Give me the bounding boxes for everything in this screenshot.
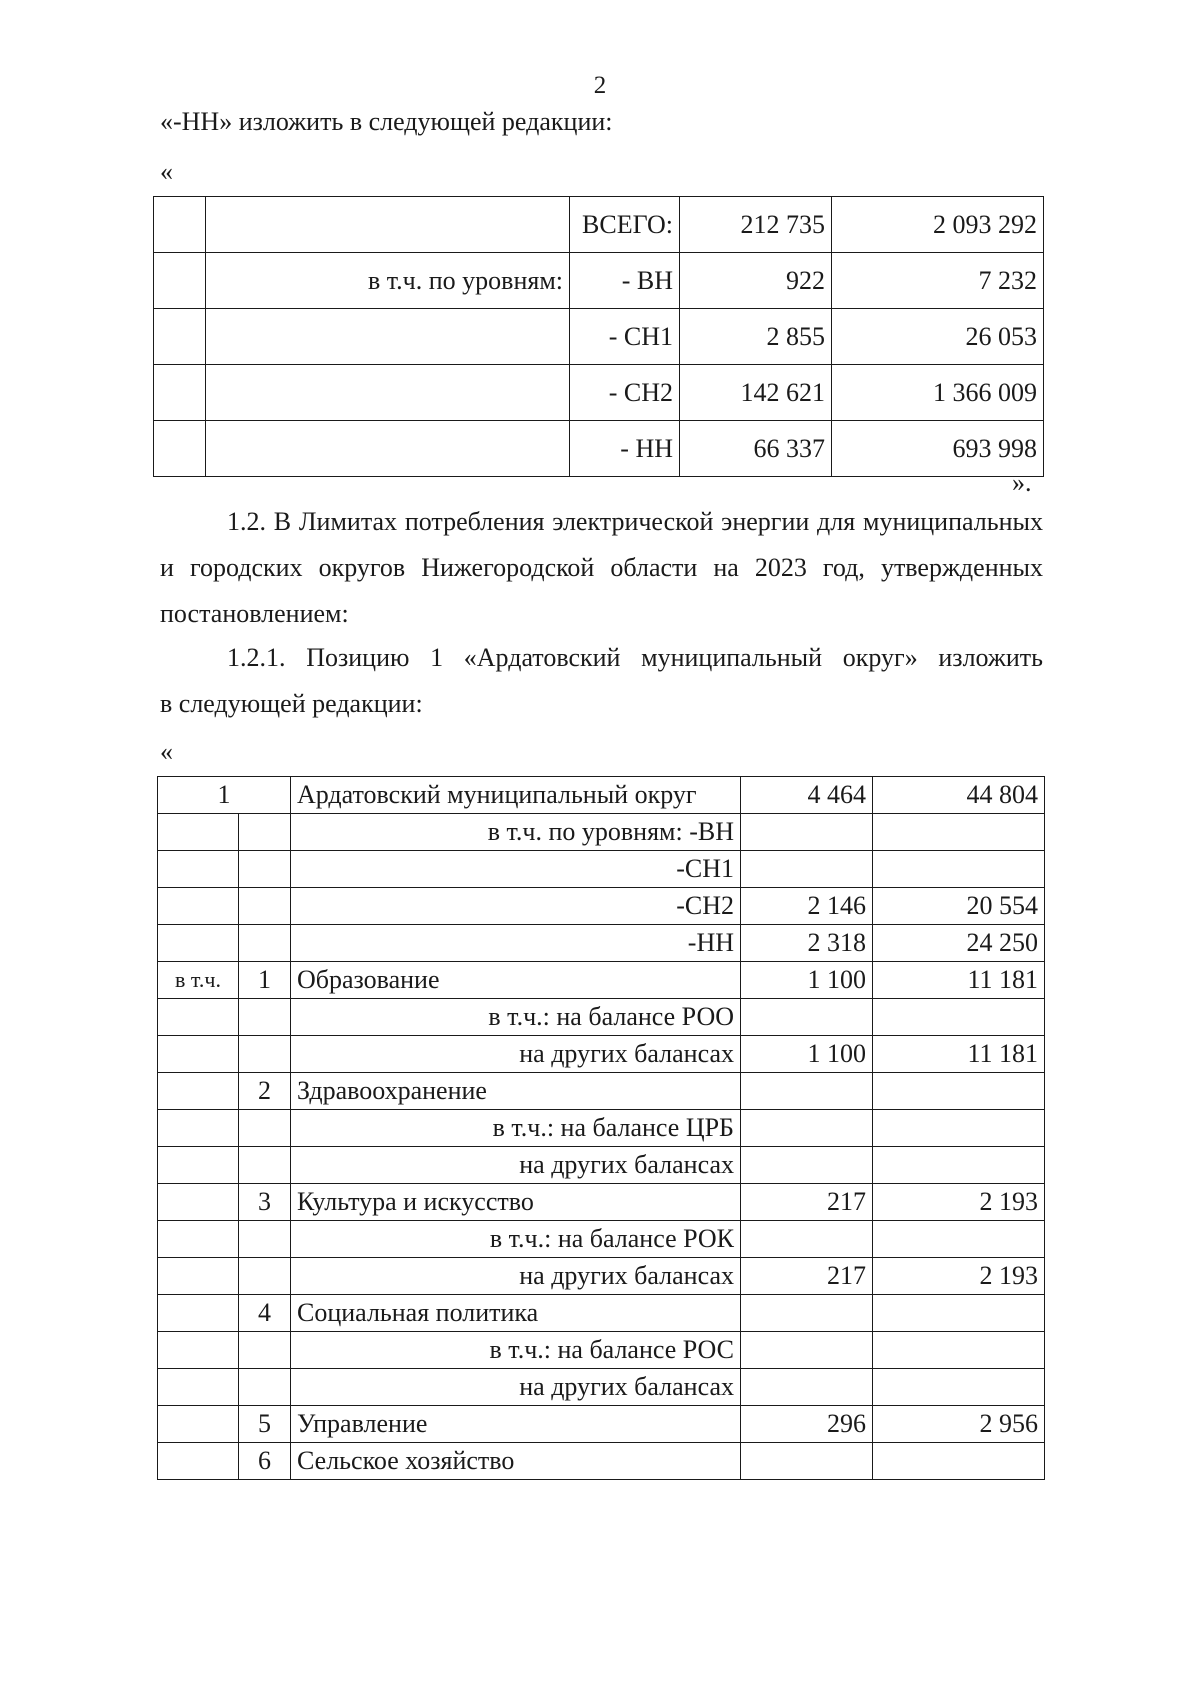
row-group-cell (158, 1258, 239, 1295)
row-index-cell (154, 253, 206, 309)
row-number-cell (239, 1258, 291, 1295)
row-group-cell (158, 814, 239, 851)
row-index-cell (154, 309, 206, 365)
row-label-cell (206, 309, 570, 365)
row-value-1-cell: 2 855 (680, 309, 832, 365)
row-name-cell: -НН (291, 925, 741, 962)
row-value-2-cell: 2 093 292 (832, 197, 1044, 253)
row-value-2-cell: 2 956 (873, 1406, 1045, 1443)
row-number-cell (239, 1221, 291, 1258)
row-value-1-cell (741, 1443, 873, 1480)
row-value-2-cell: 1 366 009 (832, 365, 1044, 421)
row-value-1-cell: 217 (741, 1258, 873, 1295)
row-level-cell: ВСЕГО: (570, 197, 680, 253)
row-value-1-cell: 142 621 (680, 365, 832, 421)
row-label-cell (206, 365, 570, 421)
row-number-cell (239, 925, 291, 962)
row-number-cell (239, 888, 291, 925)
row-label-cell (206, 197, 570, 253)
table-row (158, 1295, 1045, 1332)
row-value-1-cell: 296 (741, 1406, 873, 1443)
ardatov-limits-table (157, 776, 1045, 1480)
row-value-1-cell: 1 100 (741, 1036, 873, 1073)
intro-line: «-НН» изложить в следующей редакции: (160, 107, 613, 136)
row-group-cell (158, 1184, 239, 1221)
row-group-cell (158, 1036, 239, 1073)
row-number-cell (239, 1369, 291, 1406)
row-value-2-cell (873, 999, 1045, 1036)
row-group-cell (158, 999, 239, 1036)
row-value-2-cell (873, 814, 1045, 851)
row-level-cell: - СН2 (570, 365, 680, 421)
table-row (158, 962, 1045, 999)
row-value-1-cell: 212 735 (680, 197, 832, 253)
row-index-cell (154, 365, 206, 421)
row-value-1-cell: 1 100 (741, 962, 873, 999)
row-group-cell (158, 1073, 239, 1110)
paragraph-1-2-1-line-1: 1.2.1. Позицию 1 «Ардатовский муниципальный округ» изложить (227, 643, 1043, 672)
row-group-cell (158, 1406, 239, 1443)
row-value-1-cell: 922 (680, 253, 832, 309)
table-row (158, 1184, 1045, 1221)
table-row (158, 999, 1045, 1036)
row-value-2-cell (873, 1332, 1045, 1369)
row-value-1-cell (741, 1110, 873, 1147)
table-row (158, 1406, 1045, 1443)
row-index-cell (154, 197, 206, 253)
close-quote: ». (1012, 468, 1032, 497)
district-value-2: 44 804 (873, 777, 1045, 814)
row-name-cell: -СН1 (291, 851, 741, 888)
row-value-2-cell: 11 181 (873, 1036, 1045, 1073)
row-name-cell: в т.ч.: на балансе РОК (291, 1221, 741, 1258)
district-number: 1 (158, 777, 291, 814)
row-value-2-cell: 24 250 (873, 925, 1045, 962)
row-value-1-cell (741, 1332, 873, 1369)
row-group-cell (158, 1369, 239, 1406)
table-row (158, 1036, 1045, 1073)
row-number-cell: 2 (239, 1073, 291, 1110)
table-row (158, 888, 1045, 925)
row-label-cell (206, 421, 570, 477)
table-row (154, 421, 1044, 477)
row-value-2-cell: 693 998 (832, 421, 1044, 477)
row-group-cell (158, 1221, 239, 1258)
district-name: Ардатовский муниципальный округ (291, 777, 741, 814)
table-row (158, 1332, 1045, 1369)
ardatov-limits-table-body (158, 777, 1045, 1480)
row-value-2-cell (873, 1295, 1045, 1332)
paragraph-1-2-line-3: постановлением: (160, 599, 349, 628)
row-value-1-cell: 2 146 (741, 888, 873, 925)
row-level-cell: - ВН (570, 253, 680, 309)
row-number-cell (239, 1036, 291, 1073)
row-group-cell (158, 1332, 239, 1369)
paragraph-1-2-1-line-2: в следующей редакции: (160, 689, 423, 718)
row-group-cell (158, 1443, 239, 1480)
row-name-cell: Здравоохранение (291, 1073, 741, 1110)
row-number-cell (239, 1147, 291, 1184)
row-value-1-cell (741, 1073, 873, 1110)
row-value-2-cell: 20 554 (873, 888, 1045, 925)
row-value-2-cell (873, 1073, 1045, 1110)
row-number-cell: 4 (239, 1295, 291, 1332)
row-group-cell (158, 1147, 239, 1184)
row-name-cell: на других балансах (291, 1369, 741, 1406)
row-value-2-cell (873, 851, 1045, 888)
table-row (158, 1369, 1045, 1406)
row-name-cell: Культура и искусство (291, 1184, 741, 1221)
row-group-cell: в т.ч. (158, 962, 239, 999)
totals-table-body (154, 197, 1044, 477)
row-value-1-cell (741, 1369, 873, 1406)
row-index-cell (154, 421, 206, 477)
table-row (158, 814, 1045, 851)
table-row (154, 365, 1044, 421)
row-group-cell (158, 1110, 239, 1147)
row-number-cell: 6 (239, 1443, 291, 1480)
page-number: 2 (593, 72, 607, 99)
row-value-1-cell (741, 1147, 873, 1184)
row-name-cell: в т.ч.: на балансе РОО (291, 999, 741, 1036)
row-name-cell: на других балансах (291, 1036, 741, 1073)
table-row (154, 309, 1044, 365)
row-number-cell (239, 814, 291, 851)
row-name-cell: на других балансах (291, 1258, 741, 1295)
row-value-2-cell: 7 232 (832, 253, 1044, 309)
totals-table (153, 196, 1044, 477)
row-name-cell: Социальная политика (291, 1295, 741, 1332)
row-value-1-cell (741, 1295, 873, 1332)
row-group-cell (158, 888, 239, 925)
row-value-1-cell (741, 851, 873, 888)
row-name-cell: в т.ч.: на балансе ЦРБ (291, 1110, 741, 1147)
table-row (158, 1258, 1045, 1295)
paragraph-1-2-line-2: и городских округов Нижегородской области на 2023 год, утвержденных (160, 553, 1043, 582)
row-group-cell (158, 851, 239, 888)
row-number-cell: 1 (239, 962, 291, 999)
row-value-2-cell (873, 1221, 1045, 1258)
table-row (158, 1110, 1045, 1147)
table-row (158, 851, 1045, 888)
row-number-cell (239, 999, 291, 1036)
row-value-2-cell (873, 1110, 1045, 1147)
row-level-cell: - НН (570, 421, 680, 477)
table-row-district (158, 777, 1045, 814)
row-number-cell: 5 (239, 1406, 291, 1443)
district-value-1: 4 464 (741, 777, 873, 814)
row-value-2-cell (873, 1443, 1045, 1480)
row-label-cell: в т.ч. по уровням: (206, 253, 570, 309)
row-name-cell: в т.ч. по уровням: -ВН (291, 814, 741, 851)
row-name-cell: в т.ч.: на балансе РОС (291, 1332, 741, 1369)
row-value-1-cell (741, 814, 873, 851)
row-group-cell (158, 925, 239, 962)
row-value-2-cell: 11 181 (873, 962, 1045, 999)
paragraph-1-2-line-1: 1.2. В Лимитах потребления электрической энергии для муниципальных (227, 507, 1043, 536)
row-value-1-cell: 217 (741, 1184, 873, 1221)
table-row (158, 925, 1045, 962)
row-group-cell (158, 1295, 239, 1332)
row-value-2-cell (873, 1147, 1045, 1184)
row-name-cell: на других балансах (291, 1147, 741, 1184)
row-value-1-cell (741, 999, 873, 1036)
table-row (158, 1073, 1045, 1110)
open-quote: « (160, 157, 173, 186)
row-level-cell: - СН1 (570, 309, 680, 365)
row-number-cell (239, 1110, 291, 1147)
row-value-1-cell: 2 318 (741, 925, 873, 962)
row-number-cell: 3 (239, 1184, 291, 1221)
row-number-cell (239, 851, 291, 888)
table-row (154, 253, 1044, 309)
row-value-1-cell (741, 1221, 873, 1258)
row-name-cell: -СН2 (291, 888, 741, 925)
table-row (154, 197, 1044, 253)
row-value-2-cell: 2 193 (873, 1184, 1045, 1221)
row-number-cell (239, 1332, 291, 1369)
row-value-1-cell: 66 337 (680, 421, 832, 477)
open-quote-2: « (160, 737, 173, 766)
table-row (158, 1443, 1045, 1480)
row-name-cell: Управление (291, 1406, 741, 1443)
table-row (158, 1147, 1045, 1184)
row-value-2-cell: 2 193 (873, 1258, 1045, 1295)
row-value-2-cell: 26 053 (832, 309, 1044, 365)
table-row (158, 1221, 1045, 1258)
row-name-cell: Образование (291, 962, 741, 999)
row-value-2-cell (873, 1369, 1045, 1406)
row-name-cell: Сельское хозяйство (291, 1443, 741, 1480)
